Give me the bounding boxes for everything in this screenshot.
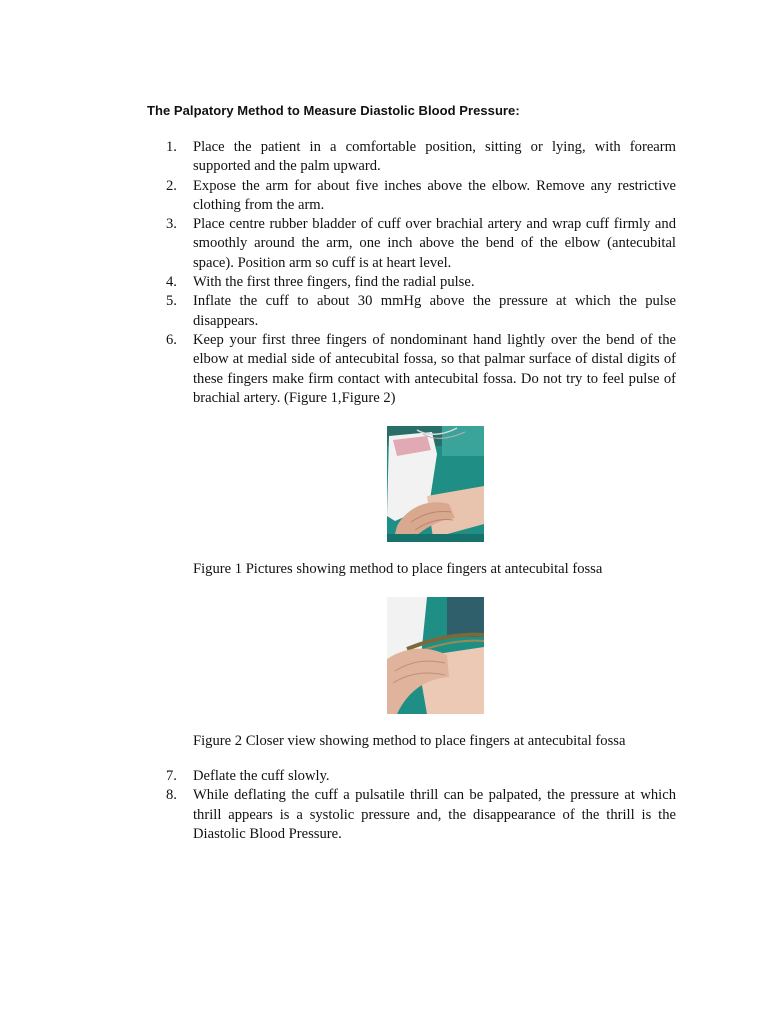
list-item: [166, 331, 676, 408]
fingers-at-antecubital-fossa-image: [387, 426, 484, 542]
list-item: [166, 786, 676, 844]
step-text: Deflate the cuff slowly.: [193, 768, 330, 784]
closer-view-fingers-image: [387, 597, 484, 714]
step-number: 2.: [166, 177, 177, 194]
step-number: 8.: [166, 787, 177, 804]
list-item: [166, 273, 676, 292]
step-number: 1.: [166, 139, 177, 155]
list-item: [166, 767, 676, 786]
step-number: 6.: [166, 331, 177, 348]
step-number: 3.: [166, 216, 177, 233]
figure-1-photo: [387, 426, 484, 542]
list-item: [166, 215, 676, 273]
figure-1-caption: Figure 1 Pictures showing method to place fingers at antecubital fossa: [193, 561, 603, 577]
list-item: [166, 292, 676, 331]
step-text: Place the patient in a comfortable position, sitting or lying, with forearm supported and the palm upward.: [193, 139, 676, 175]
figure-2-photo: [387, 597, 484, 714]
steps-list-part2: [166, 767, 676, 844]
step-number: 7.: [166, 768, 177, 784]
step-number: 5.: [166, 293, 177, 310]
step-text: Inflate the cuff to about 30 mmHg above the pressure at which the pulse disappears.: [193, 293, 676, 329]
step-text: With the first three fingers, find the radial pulse.: [193, 274, 475, 291]
step-number: 4.: [166, 274, 177, 291]
document-heading: The Palpatory Method to Measure Diastolic Blood Pressure:: [147, 103, 520, 118]
steps-list-part1: [166, 138, 676, 408]
figure-2-caption: Figure 2 Closer view showing method to place fingers at antecubital fossa: [193, 733, 626, 749]
list-item: [166, 138, 676, 177]
list-item: [166, 177, 676, 216]
step-text: While deflating the cuff a pulsatile thrill can be palpated, the pressure at which thrill appears is a systolic pressure and, the disappearance of the thrill is the Diastolic Blood Pressure.: [193, 787, 676, 842]
step-text: Expose the arm for about five inches above the elbow. Remove any restrictive clothing from the arm.: [193, 177, 676, 213]
step-text: Keep your first three fingers of nondominant hand lightly over the bend of the elbow at medial side of antecubital fossa, so that palmar surface of distal digits of these fingers make firm contact with antecubital fossa. Do not try to feel pulse of brachial artery. (Figure 1,Figure 2): [193, 331, 676, 406]
step-text: Place centre rubber bladder of cuff over brachial artery and wrap cuff firmly and smoothly around the arm, one inch above the bend of the elbow (antecubital space). Position arm so cuff is at heart level.: [193, 216, 676, 271]
